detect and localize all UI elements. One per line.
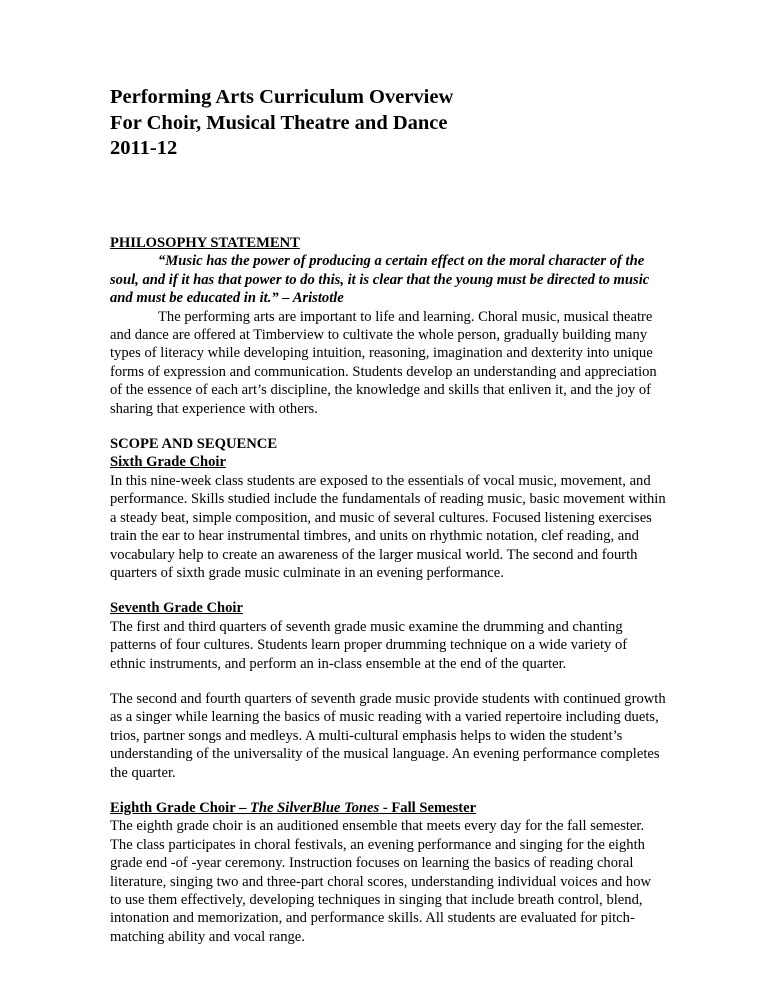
eighth-heading-prefix: Eighth Grade Choir –: [110, 799, 251, 816]
sixth-grade-paragraph: In this nine-week class students are exposed to the essentials of vocal music, movement, and performance. Skills studied include the fundamentals of reading music, basic movement within a steady beat, simple composition, and music of several cultures. Focused listening exercises train the ear to hear instrumental timbres, and units on rhythmic notation, clef reading, and vocabulary help to create an awareness of the larger musical world. The second and fourth quarters of sixth grade music culminate in an evening performance.: [110, 472, 666, 581]
seventh-grade-paragraph-2: The second and fourth quarters of seventh grade music provide students with continued growth as a singer while learning the basics of music reading with a varied repertoire including duets, trios, partner songs and medleys. A multi-cultural emphasis helps to widen the student’s understanding of the universality of the musical language. An evening performance completes the quarter.: [110, 690, 666, 781]
scope-heading: SCOPE AND SEQUENCE: [110, 436, 278, 453]
seventh-grade-heading: Seventh Grade Choir: [110, 600, 243, 617]
document-body: [110, 234, 666, 946]
sixth-grade-heading: Sixth Grade Choir: [110, 454, 226, 471]
eighth-heading-suffix: - Fall Semester: [379, 799, 477, 816]
seventh-grade-paragraph-1: The first and third quarters of seventh grade music examine the drumming and chanting patterns of four cultures. Students learn proper drumming technique on a wide variety of ethnic instruments, and perform an in-class ensemble at the end of the quarter.: [110, 618, 628, 672]
title-line-1: Performing Arts Curriculum Overview: [110, 86, 454, 108]
eighth-grade-paragraph: The eighth grade choir is an auditioned ensemble that meets every day for the fall semester. The class participates in choral festivals, an evening performance and singing for the eighth grade end -of -year ceremony. Instruction focuses on learning the basics of reading choral literature, singing two and three-part choral scores, understanding individual voices and how to use them effectively, developing techniques in singing that include breath control, blend, intonation and memorization, and performance skills. All students are evaluated for pitch-matching ability and vocal range.: [110, 818, 652, 945]
document-title: [110, 85, 670, 162]
eighth-heading-ensemble: The SilverBlue Tones: [250, 799, 380, 816]
aristotle-quote: “Music has the power of producing a certain effect on the moral character of the soul, and if it has that power to do this, it is clear that the young must be directed to music and must be educated in it.” – Aristotle: [110, 253, 650, 307]
philosophy-heading: PHILOSOPHY STATEMENT: [110, 235, 300, 251]
title-line-3: 2011-12: [110, 137, 178, 159]
philosophy-paragraph: The performing arts are important to life and learning. Choral music, musical theatre and dance are offered at Timberview to cultivate the whole person, gradually building many types of literacy while developing intuition, reasoning, imagination and dexterity into unique forms of expression and communication. Students develop an understanding and appreciation of the essence of each art’s discipline, the knowledge and skills that enliven it, and the joy of sharing that experience with others.: [110, 308, 657, 417]
title-line-2: For Choir, Musical Theatre and Dance: [110, 111, 448, 134]
eighth-grade-heading: [110, 799, 666, 817]
